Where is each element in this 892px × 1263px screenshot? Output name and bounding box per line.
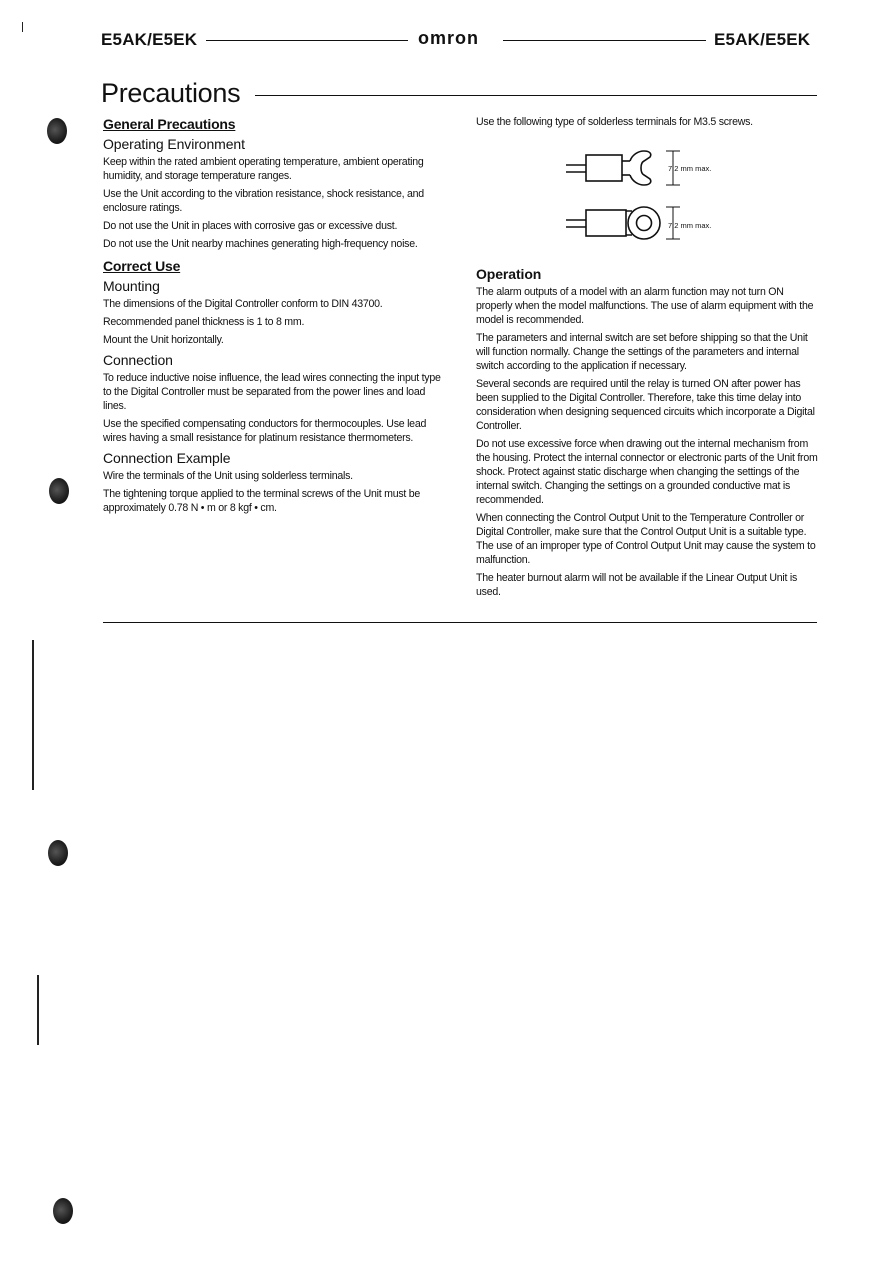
title-rule — [255, 95, 817, 96]
paragraph: Wire the terminals of the Unit using solderless terminals. — [103, 470, 353, 482]
dimension-label: 7.2 mm max. — [668, 164, 712, 173]
subsection-heading: Mounting — [103, 278, 160, 294]
header-rule — [206, 40, 408, 41]
scan-mark — [37, 975, 39, 1045]
dimension-label: 7.2 mm max. — [668, 221, 712, 230]
subsection-heading: Operating Environment — [103, 136, 245, 152]
paragraph: The heater burnout alarm will not be available if the Linear Output Unit is used. — [476, 572, 798, 598]
solderless-terminal-diagrams — [560, 145, 750, 250]
section-heading: Correct Use — [103, 258, 181, 274]
header-model-left: E5AK/E5EK — [101, 30, 198, 49]
ring-terminal-icon — [566, 207, 680, 239]
paragraph: Do not use the Unit nearby machines generating high-frequency noise. — [103, 238, 418, 250]
operation-section — [476, 263, 818, 603]
paragraph: The dimensions of the Digital Controller conform to DIN 43700. — [103, 298, 383, 310]
paragraph: Use the following type of solderless terminals for M3.5 screws. — [476, 116, 753, 128]
header-rule — [503, 40, 706, 41]
fork-terminal-icon — [566, 151, 680, 185]
subsection-heading: Operation — [476, 266, 542, 282]
punch-hole — [47, 118, 67, 144]
punch-hole — [48, 840, 68, 866]
paragraph: Use the Unit according to the vibration resistance, shock resistance, and enclosure ratings. — [103, 188, 424, 214]
scan-mark — [32, 640, 34, 790]
paragraph: Do not use the Unit in places with corrosive gas or excessive dust. — [103, 220, 398, 232]
subsection-heading: Connection Example — [103, 450, 231, 466]
header-model-right: E5AK/E5EK — [714, 30, 811, 49]
paragraph: Keep within the rated ambient operating temperature, ambient operating humidity, and storage temperature ranges. — [103, 156, 424, 182]
paragraph: Several seconds are required until the relay is turned ON after power has been supplied to the Digital Controller. Therefore, take this time delay into consideration when designing sequenced circuits which incorporate a Digital Controller. — [476, 378, 815, 432]
punch-hole — [49, 478, 69, 504]
subsection-heading: Connection — [103, 352, 173, 368]
paragraph: Recommended panel thickness is 1 to 8 mm. — [103, 316, 305, 328]
paragraph: The alarm outputs of a model with an alarm function may not turn ON properly when the model malfunctions. The use of alarm equipment with the model is recommended. — [476, 286, 814, 326]
left-column — [103, 115, 445, 519]
paragraph: The tightening torque applied to the terminal screws of the Unit must be approximately 0.78 N • m or 8 kgf • cm. — [103, 488, 421, 514]
page-title: Precautions — [101, 78, 241, 108]
brand-logo: omron — [418, 28, 479, 48]
paragraph: Use the specified compensating conductors for thermocouples. Use lead wires having a small resistance for platinum resistance thermometers. — [103, 418, 427, 444]
punch-hole — [53, 1198, 73, 1224]
paragraph: Do not use excessive force when drawing out the internal mechanism from the housing. Protect the internal connector or electronic parts of the Unit from shock. Protect against static discharge when changing the settings of the internal switch. Changing the settings on a grounded conductive mat is recommended. — [476, 438, 818, 506]
paragraph: The parameters and internal switch are set before shipping so that the Unit will function normally. Change the settings of the parameters and internal switch according to the application if necessary. — [476, 332, 808, 372]
scan-mark — [22, 22, 23, 32]
paragraph: To reduce inductive noise influence, the lead wires connecting the input type to the Digital Controller must be separated from the power lines and load lines. — [103, 372, 441, 412]
section-end-rule — [103, 622, 817, 623]
section-heading: General Precautions — [103, 116, 236, 132]
paragraph: Mount the Unit horizontally. — [103, 334, 224, 346]
paragraph: When connecting the Control Output Unit to the Temperature Controller or Digital Controller, make sure that the Control Output Unit is a suitable type. The use of an improper type of Control Output Unit may cause the system to malfunction. — [476, 512, 816, 566]
right-column — [476, 115, 818, 133]
